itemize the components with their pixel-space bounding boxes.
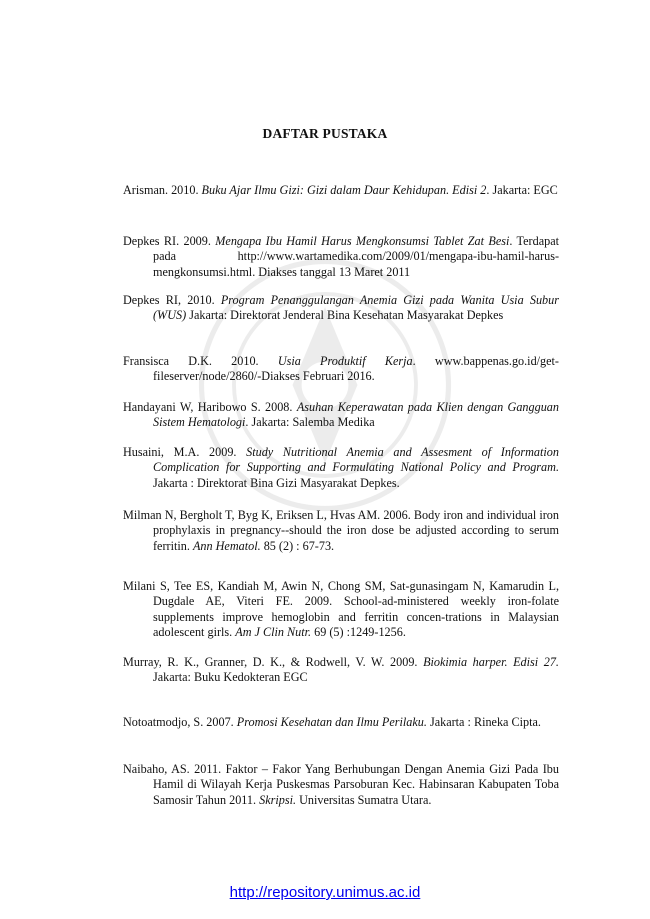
reference-text: Jakarta: Buku Kedokteran EGC [153,670,308,685]
reference-text: Depkes RI. 2009. [123,234,216,248]
reference-item [123,354,559,385]
reference-text: . www.bappenas.go.id/get-fileserver/node/2860/-Diakses Februari 2016. [153,354,559,384]
page-title: DAFTAR PUSTAKA [262,126,388,141]
reference-text: Husaini, M.A. 2009. [123,445,247,459]
reference-text: Jakarta : Direktorat Bina Gizi Masyarakat Depkes. [153,475,400,490]
reference-title: Study Nutritional Anemia and Assesment of Information Complication for Supporting and Formulating National Policy and Program. [153,445,559,475]
reference-text: 85 (2) : 67-73. [260,538,335,553]
reference-title: Promosi Kesehatan dan Ilmu Perilaku. [236,715,427,729]
reference-text: . Jakarta: EGC [486,183,558,197]
reference-text: . Terdapat pada http://www.wartamedika.com/2009/01/mengapa-ibu-hamil-harus-mengkonsumsi.html. Diakses tanggal 13 Maret 2011 [153,234,559,279]
reference-text: Milani S, Tee ES, Kandiah M, Awin N, Chong SM, Sat-gunasingam N, Kamarudin L, Dugdale AE, Viteri FE. 2009. School-ad-ministered weekly iron-folate supplements improve hemoglobin and ferritin concen-trations in Malaysian adolescent girls. [123,579,559,639]
reference-item [123,400,559,431]
reference-title: Buku Ajar Ilmu Gizi: Gizi dalam Daur Kehidupan. Edisi 2 [201,183,487,197]
reference-title: Am J Clin Nutr. [235,624,312,639]
reference-text: Notoatmodjo, S. 2007. [123,715,237,729]
reference-title: Asuhan Keperawatan pada Klien dengan Gangguan Sistem Hematologi [153,400,559,430]
reference-item [123,234,559,280]
reference-item [123,579,559,640]
reference-text: Jakarta : Rineka Cipta. [426,715,541,729]
reference-text: Fransisca D.K. 2010. [123,354,278,368]
reference-text: 69 (5) :1249-1256. [311,624,406,639]
reference-title: Usia Produktif Kerja [277,354,413,368]
reference-text: . Jakarta: Salemba Medika [245,415,375,430]
reference-text: Handayani W, Haribowo S. 2008. [123,400,297,414]
reference-text: Universitas Sumatra Utara. [296,792,432,807]
reference-item [123,655,559,686]
reference-text: Murray, R. K., Granner, D. K., & Rodwell, V. W. 2009. [123,655,424,669]
reference-item [123,293,559,324]
reference-text: Naibaho, AS. 2011. Faktor – Fakor Yang Berhubungan Dengan Anemia Gizi Pada Ibu Hamil di Wilayah Kerja Puskesmas Parsoburan Kec. Habinsaran Kabupaten Toba Samosir Tahun 2011. [123,762,559,807]
reference-item [123,715,559,730]
reference-title: Biokimia harper. Edisi 27. [423,655,559,669]
repository-link[interactable]: http://repository.unimus.ac.id [229,884,421,901]
reference-text: Milman N, Bergholt T, Byg K, Eriksen L, Hvas AM. 2006. Body iron and individual iron prophylaxis in pregnancy--should the iron dose be adjusted according to serum ferritin. [123,508,559,553]
reference-text: Arisman. 2010. [123,183,202,197]
reference-item [123,183,559,198]
reference-title: Ann Hematol. [192,538,261,553]
reference-text: Jakarta: Direktorat Jenderal Bina Kesehatan Masyarakat Depkes [186,308,504,323]
reference-item [123,508,559,554]
reference-item [123,762,559,808]
reference-title: Skripsi. [259,792,297,807]
reference-text: Depkes RI, 2010. [123,293,221,307]
reference-title: Mengapa Ibu Hamil Harus Mengkonsumsi Tablet Zat Besi [215,234,510,248]
reference-title: Program Penanggulangan Anemia Gizi pada Wanita Usia Subur (WUS) [153,293,559,323]
reference-item [123,445,559,491]
